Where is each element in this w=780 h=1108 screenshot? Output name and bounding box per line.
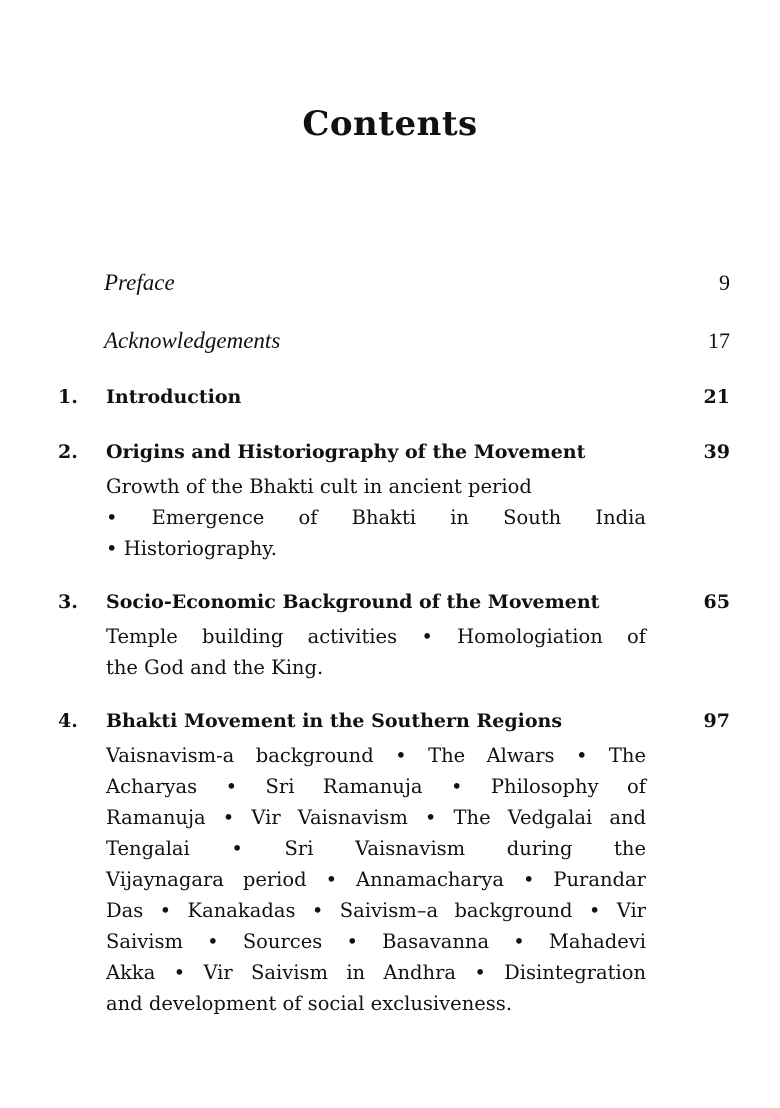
- summary-line: Das • Kanakadas • Saivism–a background • Vir: [106, 899, 646, 922]
- chapter-page-number: 65: [703, 591, 730, 613]
- summary-line: • Historiography.: [106, 537, 277, 560]
- chapter-number: 1.: [58, 386, 78, 408]
- toc-entry-acknowledgements: [104, 328, 730, 354]
- toc-entry-preface: [104, 270, 730, 296]
- summary-line: Tengalai • Sri Vaisnavism during the: [106, 837, 646, 860]
- chapter-title: Socio-Economic Background of the Movement: [106, 591, 600, 613]
- chapter-page-number: 97: [703, 710, 730, 732]
- chapter-page-number: 21: [703, 386, 730, 408]
- summary-line: Akka • Vir Saivism in Andhra • Disintegration: [106, 961, 646, 984]
- page-title: Contents: [302, 104, 478, 144]
- chapter-page-number: 39: [703, 441, 730, 463]
- summary-line: • Emergence of Bhakti in South India: [106, 506, 646, 529]
- summary-line: the God and the King.: [106, 656, 324, 679]
- chapter-title: Bhakti Movement in the Southern Regions: [106, 710, 563, 732]
- chapter-summary: [106, 740, 646, 1019]
- summary-line: Vijaynagara period • Annamacharya • Purandar: [106, 868, 646, 891]
- toc-entry-page: 9: [719, 270, 730, 295]
- toc-entry-label: Preface: [104, 270, 175, 295]
- chapter-summary: [106, 621, 646, 683]
- summary-line: Growth of the Bhakti cult in ancient period: [106, 475, 532, 498]
- toc-entry-label: Acknowledgements: [104, 328, 281, 353]
- chapter-title: Origins and Historiography of the Movement: [106, 441, 586, 463]
- summary-line: Vaisnavism-a background • The Alwars • The: [106, 744, 646, 767]
- chapter-number: 4.: [58, 710, 78, 732]
- toc-entry-page: 17: [708, 328, 730, 353]
- summary-line: Temple building activities • Homologiation of: [106, 625, 646, 648]
- summary-line: Saivism • Sources • Basavanna • Mahadevi: [106, 930, 646, 953]
- chapter-title: Introduction: [106, 386, 242, 408]
- chapter-number: 3.: [58, 591, 78, 613]
- summary-line: and development of social exclusiveness.: [106, 992, 513, 1015]
- chapter-number: 2.: [58, 441, 78, 463]
- summary-line: Ramanuja • Vir Vaisnavism • The Vedgalai and: [106, 806, 646, 829]
- summary-line: Acharyas • Sri Ramanuja • Philosophy of: [106, 775, 646, 798]
- chapter-summary: [106, 471, 646, 564]
